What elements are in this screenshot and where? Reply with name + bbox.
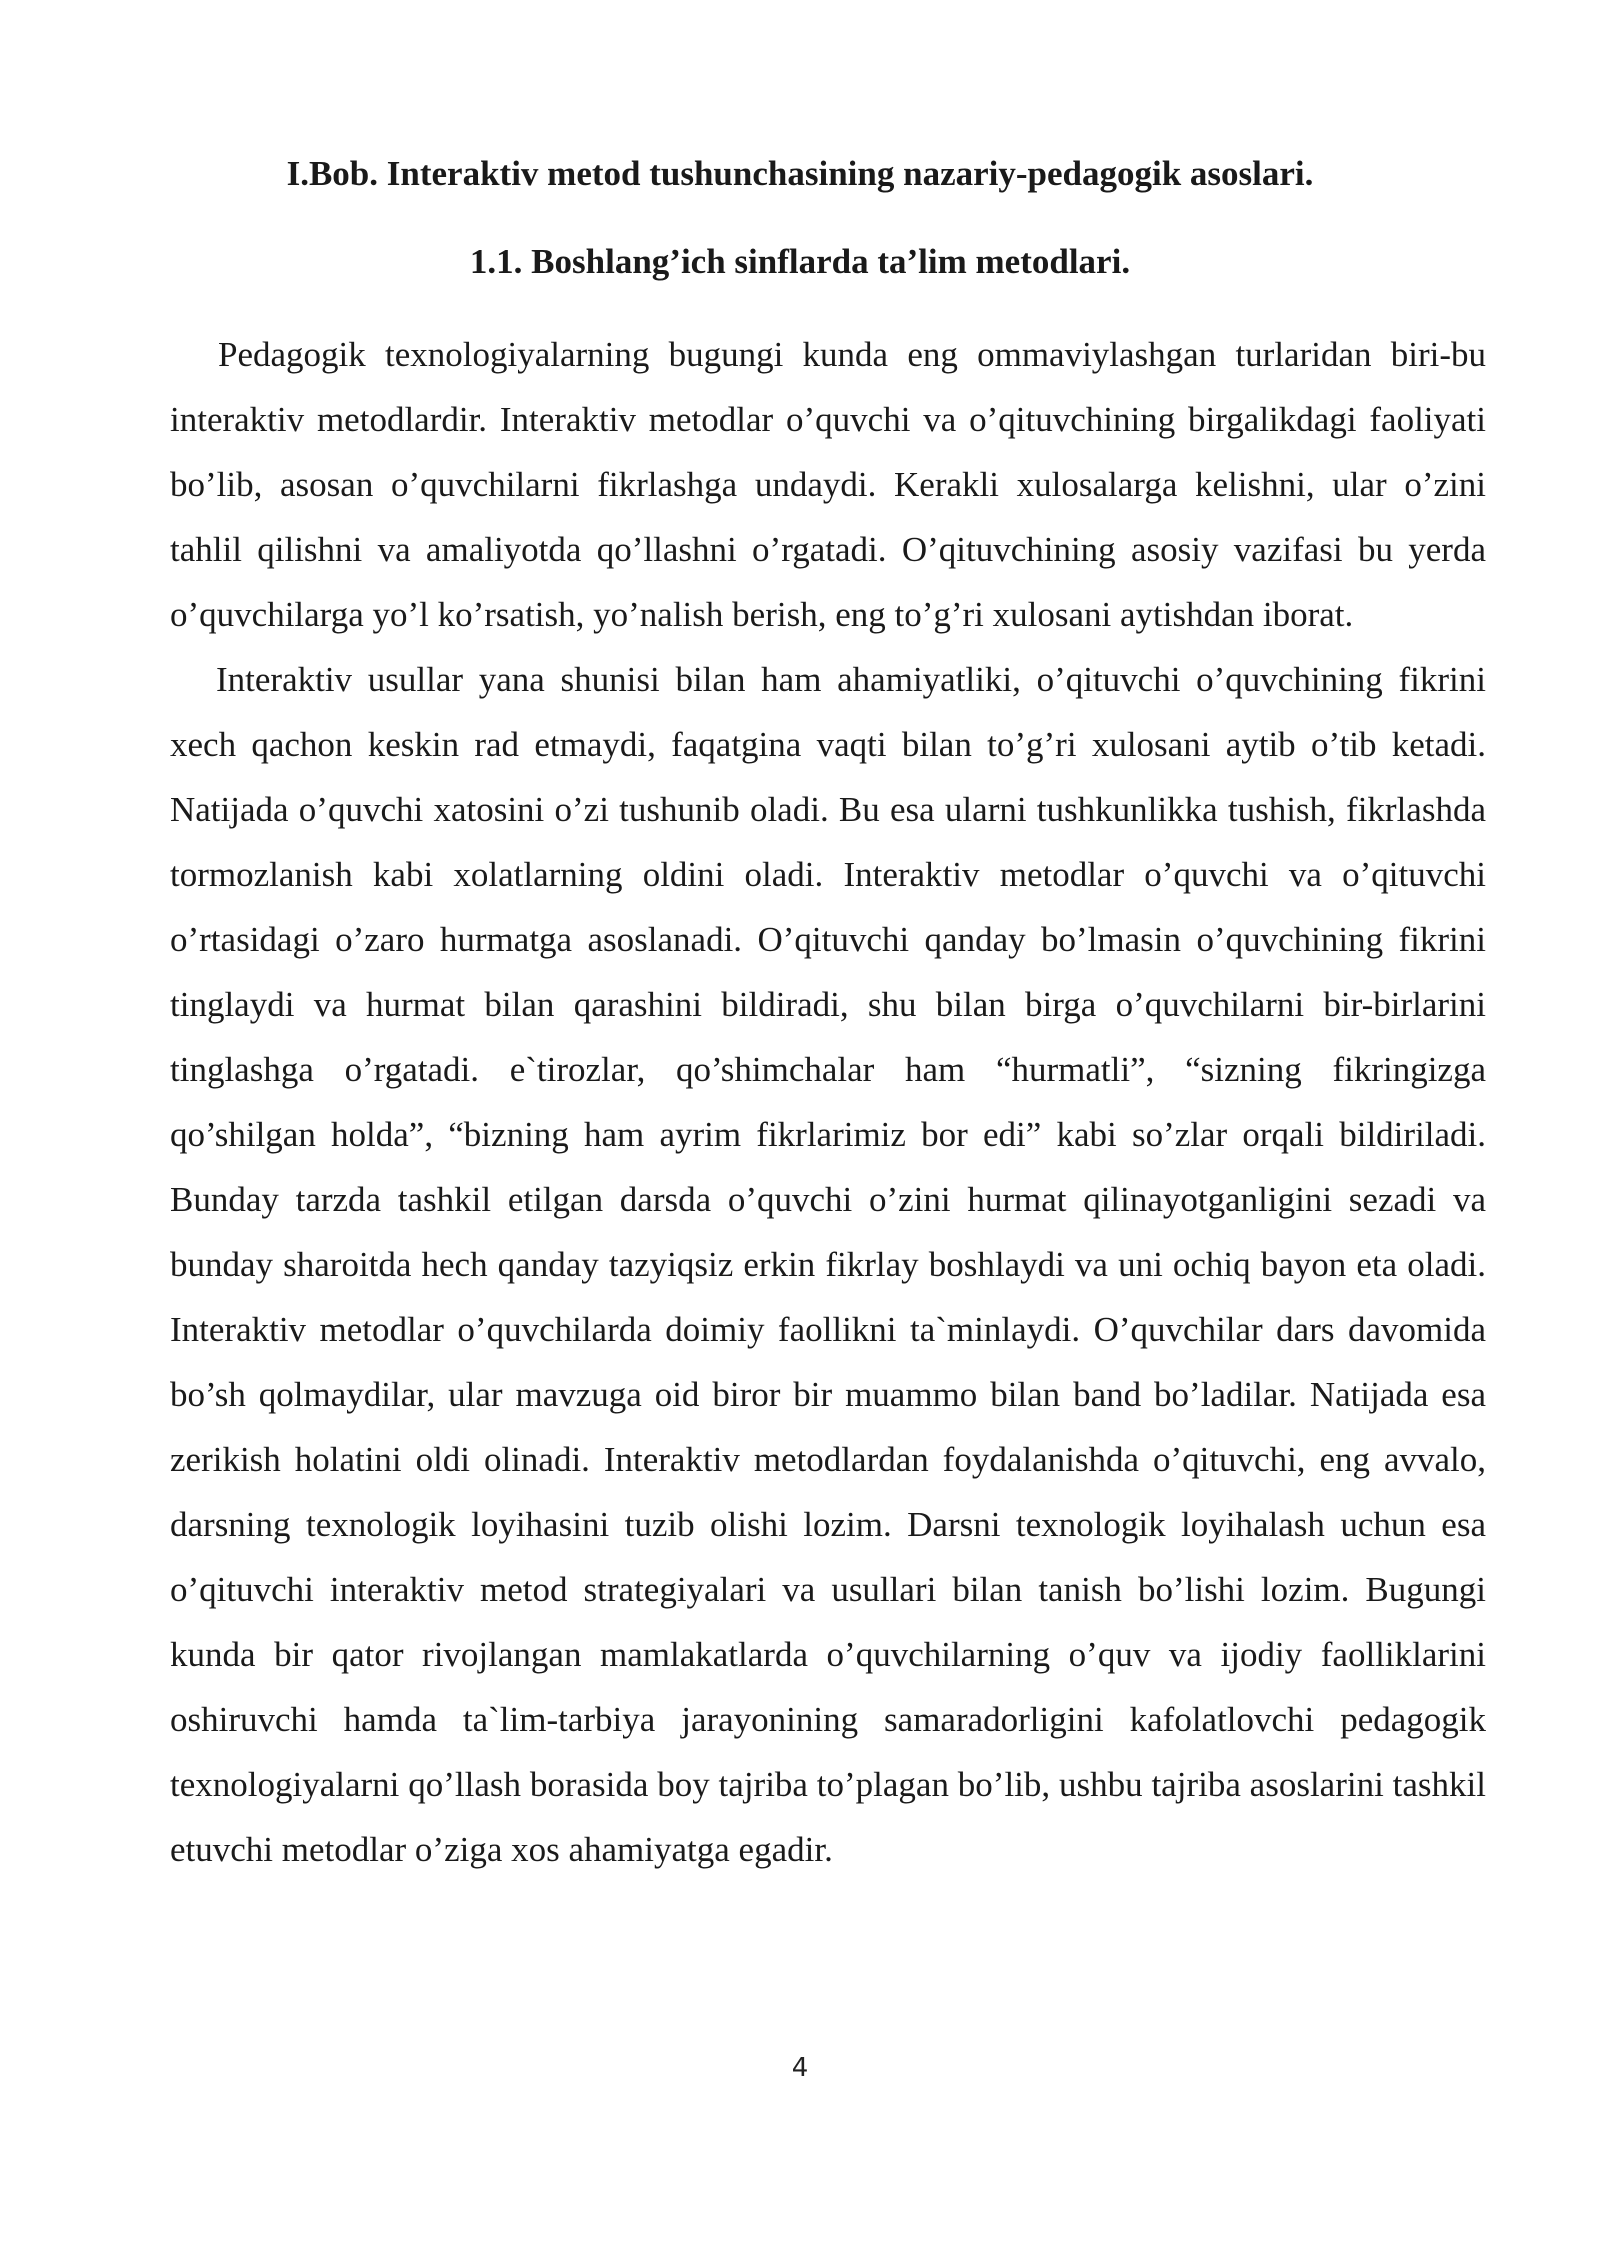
page-number: 4: [791, 2053, 809, 2083]
section-title: 1.1. Boshlang’ich sinflarda ta’lim metodlari.: [469, 242, 1131, 281]
paragraph: Pedagogik texnologiyalarning bugungi kunda eng ommaviylashgan turlaridan biri-bu interaktiv metodlardir. Interaktiv metodlar o’quvchi va o’qituvchining birgalikdagi faoliyati bo’lib, asosan o’quvchilarni fikrlashga undaydi. Kerakli xulosalarga kelishni, ular o’zini tahlil qilishni va amaliyotda qo’llashni o’rgatadi. O’qituvchining asosiy vazifasi bu yerda o’quvchilarga yo’l ko’rsatish, yo’nalish berish, eng to’g’ri xulosani aytishdan iborat.: [170, 335, 1486, 634]
chapter-title: I.Bob. Interaktiv metod tushunchasining nazariy-pedagogik asoslari.: [286, 154, 1314, 193]
paragraph: Interaktiv usullar yana shunisi bilan ham ahamiyatliki, o’qituvchi o’quvchining fikrini xech qachon keskin rad etmaydi, faqatgina vaqti bilan to’g’ri xulosani aytib o’tib ketadi. Natijada o’quvchi xatosini o’zi tushunib oladi. Bu esa ularni tushkunlikka tushish, fikrlashda tormozlanish kabi xolatlarning oldini oladi. Interaktiv metodlar o’quvchi va o’qituvchi o’rtasidagi o’zaro hurmatga asoslanadi. O’qituvchi qanday bo’lmasin o’quvchining fikrini tinglaydi va hurmat bilan qarashini bildiradi, shu bilan birga o’quvchilarni bir-birlarini tinglashga o’rgatadi. e`tirozlar, qo’shimchalar ham “hurmatli”, “sizning fikringizga qo’shilgan holda”, “bizning ham ayrim fikrlarimiz bor edi” kabi so’zlar orqali bildiriladi. Bunday tarzda tashkil etilgan darsda o’quvchi o’zini hurmat qilinayotganligini sezadi va bunday sharoitda hech qanday tazyiqsiz erkin fikrlay boshlaydi va uni ochiq bayon eta oladi. Interaktiv metodlar o’quvchilarda doimiy faollikni ta`minlaydi. O’quvchilar dars davomida bo’sh qolmaydilar, ular mavzuga oid biror bir muammo bilan band bo’ladilar. Natijada esa zerikish holatini oldi olinadi. Interaktiv metodlardan foydalanishda o’qituvchi, eng avvalo, darsning texnologik loyihasini tuzib olishi lozim. Darsni texnologik loyihalash uchun esa o’qituvchi interaktiv metod strategiyalari va usullari bilan tanish bo’lishi lozim. Bugungi kunda bir qator rivojlangan mamlakatlarda o’quvchilarning o’quv va ijodiy faolliklarini oshiruvchi hamda ta`lim-tarbiya jarayonining samaradorligini kafolatlovchi pedagogik texnologiyalarni qo’llash borasida boy tajriba to’plagan bo’lib, ushbu tajriba asoslarini tashkil etuvchi metodlar o’ziga xos ahamiyatga egadir.: [170, 660, 1486, 1869]
body-text: [170, 322, 1486, 1882]
